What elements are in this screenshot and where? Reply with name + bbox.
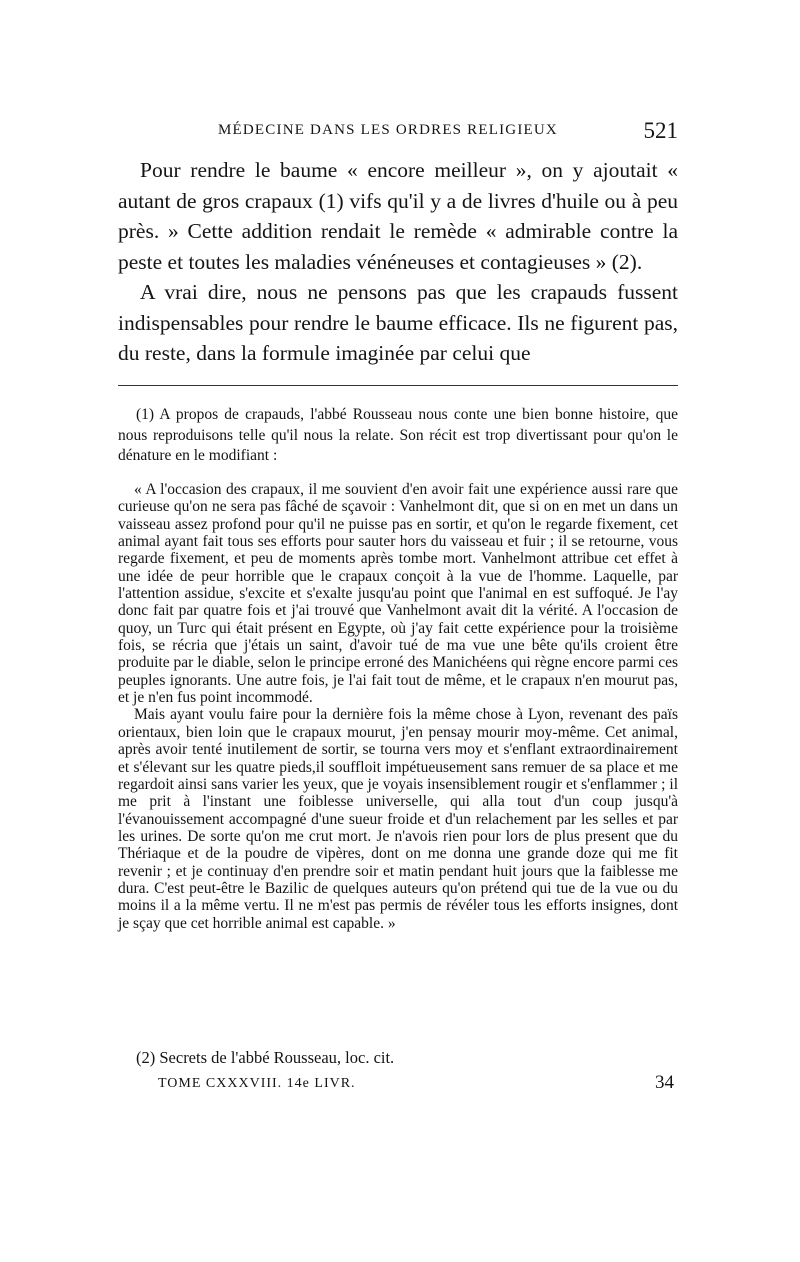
body-paragraph-2: A vrai dire, nous ne pensons pas que les crapauds fussent indispensables pour rendre le baume efficace. Ils ne figurent pas, du reste, dans la formule imaginée par celui que [118, 280, 678, 365]
sheet-number: 34 [655, 1072, 674, 1093]
footnote-2 [118, 1047, 678, 1069]
page-number: 521 [643, 118, 678, 143]
footnote-2-text: (2) Secrets de l'abbé Rousseau, loc. cit. [136, 1048, 395, 1067]
footnote-separator [118, 385, 678, 386]
signature-mark: TOME CXXXVIII. 14e LIVR. [158, 1076, 356, 1091]
footnote-1-intro-text: (1) A propos de crapauds, l'abbé Rousseau nous conte une bien bonne histoire, que nous reproduisons telle qu'il nous la relate. Son récit est trop divertissant pour qu'on le dénature en le modifiant : [118, 406, 678, 464]
running-title: MÉDECINE DANS LES ORDRES RELIGIEUX [218, 122, 558, 138]
running-header [118, 118, 678, 148]
body-paragraph-1: Pour rendre le baume « encore meilleur », on y ajoutait « autant de gros crapaux (1) vifs qu'il y a de livres d'huile ou à peu près. » Cette addition rendait le remède « admirable contre la peste et toutes les maladies vénéneuses et contagieuses » (2). [118, 158, 678, 274]
footnote-1-intro [118, 405, 678, 467]
page-footer [118, 1070, 678, 1098]
footnote-1-quote [118, 481, 678, 932]
quote-paragraph-2: Mais ayant voulu faire pour la dernière fois la même chose à Lyon, revenant des païs orientaux, bien loin que le crapaux mourut, j'en pensay mourir moy-même. Cet animal, après avoir tenté inutilement de sortir, se tourna vers moy et s'enflant extraordinairement et s'élevant sur les quatre pieds,il souffloit impétueusement sans remuer de sa place et me regardoit ainsi sans varier les yeux, que je voyais insensiblement rougir et s'enflammer ; il me prit à l'instant une foiblesse universelle, qui alla tout d'un coup jusqu'à l'évanouissement accompagné d'une sueur froide et d'un relachement par les selles et par les urines. De sorte qu'on me crut mort. Je n'avois rien pour lors de plus present que du Thériaque et de la poudre de vipères, dont on me donna une grande doze qui me fit revenir ; et je continuay d'en prendre soir et matin pendant huit jours que la faiblesse me dura. C'est peut-être le Bazilic de quelques auteurs qu'on prétend qui tue de la vue ou du moins il a la même vertu. Il ne m'est pas permis de révéler tous les efforts insignes, dont je sçay que cet horrible animal est capable. » [118, 706, 678, 932]
quote-paragraph-1: « A l'occasion des crapaux, il me souvient d'en avoir fait une expérience aussi rare que curieuse qu'on ne sera pas fâché de sçavoir : Vanhelmont dit, que si on en met un dans un vaisseau assez profond pour qu'il ne puisse pas en sortir, et qu'on le regarde fixement, cet animal ayant fait tous ses efforts pour sauter hors du vaisseau et fuir ; il se retourne, vous regarde fixement, et peu de moments après tombe mort. Vanhelmont attribue cet effet à une idée de peur horrible que le crapaux conçoit à la vue de l'homme. Laquelle, par l'attention assidue, s'excite et s'exalte jusqu'au point que l'animal en est suffoqué. Je l'ay donc fait par quatre fois et j'ai trouvé que Vanhelmont avait dit la vérité. A l'occasion de quoy, un Turc qui était présent en Egypte, où j'ay fait cette expérience pour la troisième fois, se récria que j'étais un saint, d'avoir tué de ma vue une bête qu'ils croient être produite par le diable, selon le principe erroné des Manichéens qui règne encore parmi ces peuples ignorants. Une autre fois, je l'ai fait tout de même, et le crapaux n'en mourut pas, et je n'en fus point incommodé. [118, 481, 678, 707]
main-text [118, 155, 678, 369]
